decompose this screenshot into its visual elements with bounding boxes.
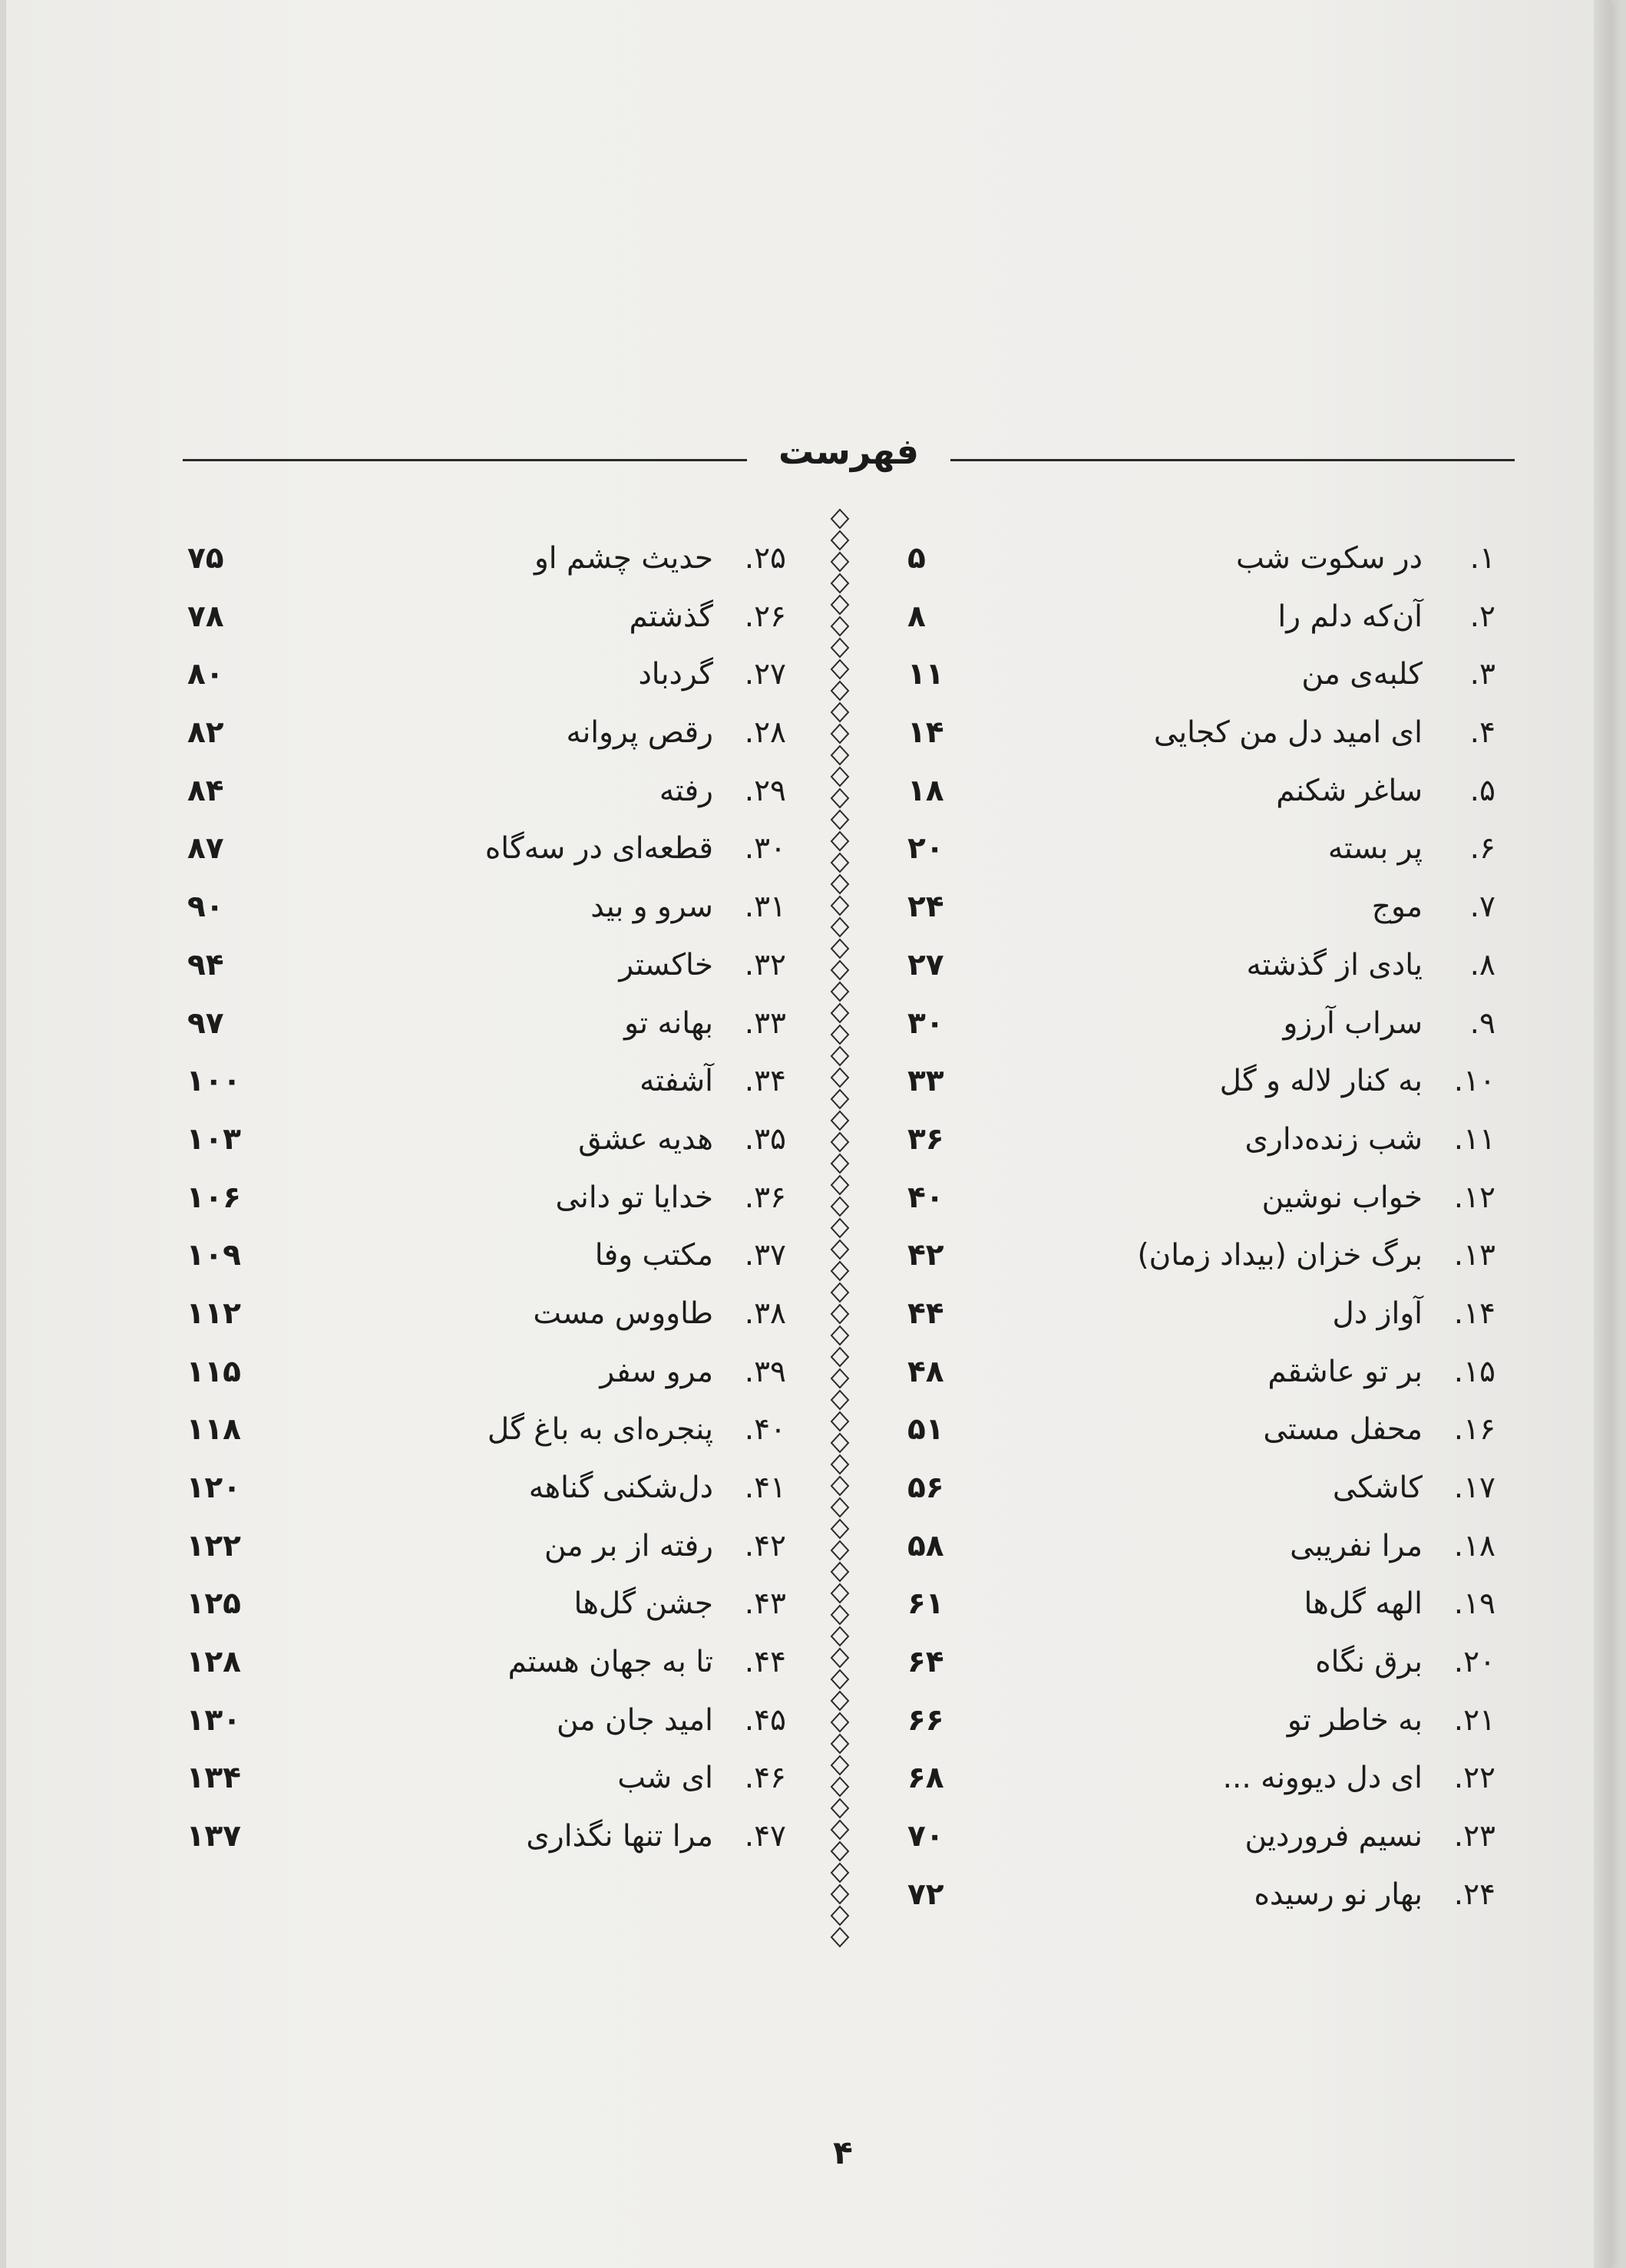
- entry-page-number: ۸۲: [187, 715, 224, 751]
- toc-entry: [187, 1052, 786, 1111]
- toc-entry: [187, 1633, 786, 1692]
- entry-title: آن‌که دلم را: [1277, 599, 1423, 634]
- entry-title: بهانه تو: [624, 1005, 713, 1041]
- toc-entry: [907, 1401, 1495, 1459]
- page-edge: [1594, 0, 1611, 2268]
- entry-title: گذشتم: [629, 599, 713, 634]
- toc-entry: [187, 1517, 786, 1576]
- toc-entry: [907, 1285, 1495, 1343]
- divider-diamond: [831, 1391, 848, 1409]
- entry-number: ۱۳.: [1453, 1238, 1495, 1273]
- entry-page-number: ۶۶: [907, 1702, 944, 1738]
- divider-diamond: [831, 1412, 848, 1431]
- entry-page-number: ۱۴: [907, 715, 944, 751]
- toc-entry: [907, 1052, 1495, 1111]
- entry-title: مرا تنها نگذاری: [526, 1819, 713, 1854]
- divider-diamond: [831, 596, 848, 614]
- entry-number: ۳۲.: [744, 947, 786, 982]
- entry-title: کاشکی: [1332, 1471, 1423, 1505]
- entry-page-number: ۸۷: [187, 831, 224, 867]
- entry-title: گردباد: [638, 657, 713, 692]
- entry-page-number: ۱۱: [907, 657, 944, 692]
- entry-page-number: ۵۱: [907, 1412, 944, 1448]
- entry-number: ۴۶.: [744, 1761, 786, 1796]
- entry-page-number: ۷۵: [187, 541, 224, 576]
- toc-entry: [187, 704, 786, 762]
- divider-diamond: [831, 768, 848, 786]
- toc-entry: [907, 1866, 1495, 1924]
- entry-number: ۴.: [1469, 715, 1495, 751]
- entry-number: ۳۰.: [744, 831, 786, 867]
- entry-page-number: ۱۲۰: [186, 1471, 241, 1505]
- toc-entry: [187, 1807, 786, 1866]
- divider-diamond: [831, 1348, 848, 1366]
- divider-diamond: [831, 1842, 848, 1860]
- divider-diamond: [831, 1219, 848, 1237]
- entry-number: ۶.: [1469, 831, 1495, 867]
- entry-page-number: ۱۰۶: [186, 1180, 241, 1215]
- entry-title: برق نگاه: [1315, 1645, 1423, 1680]
- entry-title: دل‌شکنی گناهه: [528, 1471, 713, 1505]
- entry-title: مرا نفریبی: [1290, 1528, 1423, 1563]
- header-rule-right: [950, 459, 1515, 461]
- divider-diamond: [831, 1498, 848, 1517]
- divider-diamond: [831, 1283, 848, 1302]
- entry-number: ۲۶.: [744, 599, 786, 634]
- entry-number: ۱۵.: [1453, 1354, 1495, 1389]
- entry-title: الهه گل‌ها: [1304, 1586, 1423, 1622]
- entry-page-number: ۱۳۴: [186, 1761, 241, 1796]
- entry-title: ای دل دیوونه ...: [1222, 1761, 1423, 1796]
- entry-title: موج: [1371, 890, 1423, 925]
- entry-number: ۵.: [1469, 773, 1495, 808]
- entry-title: تا به جهان هستم: [507, 1645, 713, 1680]
- entry-title: شب زنده‌داری: [1244, 1121, 1423, 1157]
- entry-number: ۱۲.: [1453, 1180, 1495, 1215]
- divider-diamond: [831, 1090, 848, 1108]
- entry-number: ۱۱.: [1453, 1121, 1495, 1157]
- entry-number: ۴۱.: [744, 1471, 786, 1505]
- toc-entry: [187, 936, 786, 995]
- divider-diamond: [831, 1885, 848, 1903]
- toc-header: [183, 421, 1515, 482]
- entry-page-number: ۱۱۵: [186, 1354, 241, 1389]
- toc-entry: [907, 588, 1495, 646]
- toc-entry: [907, 1517, 1495, 1576]
- entry-number: ۴۲.: [744, 1528, 786, 1563]
- entry-number: ۱۷.: [1453, 1471, 1495, 1505]
- toc-entry: [187, 1401, 786, 1459]
- toc-entry: [187, 645, 786, 704]
- toc-entry: [907, 645, 1495, 704]
- toc-entry: [907, 878, 1495, 936]
- entry-number: ۴۰.: [744, 1412, 786, 1448]
- divider-diamond: [831, 1520, 848, 1538]
- entry-page-number: ۹۰: [187, 890, 224, 925]
- divider-diamond: [831, 510, 848, 528]
- toc-entry: [907, 1343, 1495, 1401]
- entry-title: محفل مستی: [1263, 1412, 1423, 1448]
- entry-page-number: ۳۳: [907, 1064, 944, 1099]
- toc-column-left: [187, 530, 786, 1866]
- divider-diamond: [831, 1692, 848, 1710]
- entry-page-number: ۱۱۸: [186, 1412, 241, 1448]
- divider-diamond: [831, 1799, 848, 1817]
- entry-number: ۱.: [1469, 541, 1495, 576]
- divider-diamond: [831, 918, 848, 936]
- toc-entry: [187, 878, 786, 936]
- entry-number: ۱۰.: [1453, 1064, 1495, 1099]
- toc-entry: [907, 704, 1495, 762]
- divider-diamond: [831, 1778, 848, 1796]
- divider-diamond: [831, 853, 848, 872]
- divider-diamond: [831, 553, 848, 571]
- divider-diamond: [831, 982, 848, 1001]
- divider-diamond: [831, 1305, 848, 1323]
- entry-number: ۸.: [1469, 947, 1495, 982]
- entry-title: سرو و بید: [590, 890, 713, 925]
- divider-diamond: [831, 1434, 848, 1452]
- entry-title: هدیه عشق: [578, 1121, 713, 1157]
- entry-number: ۲۷.: [744, 657, 786, 692]
- entry-number: ۲۸.: [744, 715, 786, 751]
- entry-number: ۲۱.: [1453, 1702, 1495, 1738]
- entry-number: ۷.: [1469, 890, 1495, 925]
- divider-diamond: [831, 682, 848, 700]
- toc-entry: [187, 530, 786, 588]
- page-number: ۴: [833, 2134, 853, 2171]
- entry-number: ۳۱.: [744, 890, 786, 925]
- entry-number: ۲۳.: [1453, 1819, 1495, 1854]
- entry-page-number: ۶۸: [907, 1761, 944, 1796]
- divider-diamond: [831, 832, 848, 850]
- toc-entry: [907, 1633, 1495, 1692]
- entry-page-number: ۱۳۷: [186, 1819, 241, 1854]
- entry-number: ۲.: [1469, 599, 1495, 634]
- divider-diamond: [831, 1047, 848, 1065]
- toc-entry: [907, 1226, 1495, 1285]
- entry-title: سراب آرزو: [1283, 1005, 1423, 1041]
- toc-entry: [907, 1459, 1495, 1517]
- toc-entry: [187, 1459, 786, 1517]
- toc-entry: [187, 1226, 786, 1285]
- divider-diamond: [831, 810, 848, 829]
- toc-entry: [187, 1285, 786, 1343]
- divider-diamond: [831, 1111, 848, 1130]
- divider-diamond: [831, 703, 848, 721]
- divider-diamond: [831, 1068, 848, 1087]
- divider-diamond: [831, 1649, 848, 1667]
- toc-entry: [187, 1692, 786, 1750]
- divider-diamond: [831, 1176, 848, 1194]
- divider-diamond: [831, 531, 848, 550]
- entry-page-number: ۱۲۵: [186, 1586, 241, 1622]
- entry-page-number: ۸۴: [187, 773, 224, 808]
- entry-number: ۲۴.: [1453, 1877, 1495, 1912]
- divider-diamond: [831, 617, 848, 636]
- divider-diamond: [831, 1133, 848, 1151]
- divider-diamond: [831, 1563, 848, 1581]
- toc-column-right: [907, 530, 1495, 1924]
- entry-number: ۳.: [1469, 657, 1495, 692]
- divider-diamond: [831, 939, 848, 958]
- toc-entry: [187, 1749, 786, 1807]
- entry-title: پنجره‌ای به باغ گل: [487, 1412, 713, 1448]
- divider-diamond: [831, 639, 848, 657]
- toc-entry: [187, 820, 786, 878]
- divider-diamond: [831, 875, 848, 893]
- divider-diamond: [831, 896, 848, 915]
- divider-diamond: [831, 1756, 848, 1774]
- entry-number: ۳۶.: [744, 1180, 786, 1215]
- entry-page-number: ۱۸: [907, 773, 944, 808]
- entry-title: نسیم فروردین: [1244, 1819, 1423, 1854]
- divider-diamond: [831, 725, 848, 743]
- toc-entry: [907, 936, 1495, 995]
- entry-page-number: ۵۸: [907, 1528, 944, 1563]
- entry-page-number: ۱۰۳: [186, 1121, 241, 1157]
- entry-title: خواب نوشین: [1261, 1180, 1423, 1215]
- entry-page-number: ۶۴: [907, 1645, 944, 1680]
- entry-title: ای شب: [617, 1761, 713, 1796]
- entry-page-number: ۸۰: [187, 657, 224, 692]
- divider-diamond: [831, 1928, 848, 1946]
- entry-page-number: ۹۷: [187, 1005, 224, 1041]
- toc-entry: [187, 1343, 786, 1401]
- entry-number: ۴۷.: [744, 1819, 786, 1854]
- entry-page-number: ۵: [907, 541, 926, 576]
- entry-title: طاووس مست: [533, 1296, 713, 1331]
- entry-page-number: ۹۴: [187, 947, 224, 982]
- entry-page-number: ۱۳۰: [186, 1702, 241, 1738]
- entry-title: به کنار لاله و گل: [1219, 1064, 1423, 1099]
- divider-diamond: [831, 1735, 848, 1753]
- divider-diamond: [831, 961, 848, 979]
- entry-title: رفته از بر من: [544, 1528, 713, 1563]
- entry-page-number: ۴۰: [907, 1180, 944, 1215]
- entry-title: در سکوت شب: [1235, 541, 1423, 576]
- entry-title: برگ خزان (بیداد زمان): [1137, 1238, 1423, 1273]
- entry-title: رقص پروانه: [566, 715, 713, 751]
- entry-number: ۱۸.: [1453, 1528, 1495, 1563]
- entry-page-number: ۱۰۹: [186, 1238, 241, 1273]
- divider-diamond: [831, 1864, 848, 1882]
- divider-diamond: [831, 1455, 848, 1474]
- divider-diamond: [831, 789, 848, 807]
- entry-page-number: ۵۶: [907, 1471, 944, 1505]
- entry-number: ۲۲.: [1453, 1761, 1495, 1796]
- divider-diamond: [831, 1326, 848, 1345]
- entry-page-number: ۲۷: [907, 947, 944, 982]
- entry-number: ۳۵.: [744, 1121, 786, 1157]
- entry-number: ۴۴.: [744, 1645, 786, 1680]
- toc-entry: [187, 1111, 786, 1169]
- entry-number: ۳۴.: [744, 1064, 786, 1099]
- entry-page-number: ۷۸: [187, 599, 224, 634]
- entry-title: جشن گل‌ها: [573, 1586, 713, 1622]
- toc-entry: [907, 1807, 1495, 1866]
- entry-page-number: ۴۴: [907, 1296, 944, 1331]
- divider-diamond: [831, 1154, 848, 1173]
- divider-diamond: [831, 1713, 848, 1732]
- entry-page-number: ۲۰: [907, 831, 944, 867]
- divider-diamond: [831, 1262, 848, 1280]
- divider-diamond: [831, 574, 848, 593]
- toc-entry: [907, 1575, 1495, 1633]
- divider-diamond: [831, 1025, 848, 1044]
- entry-title: بهار نو رسیده: [1254, 1877, 1423, 1912]
- toc-entry: [907, 820, 1495, 878]
- toc-entry: [907, 1692, 1495, 1750]
- entry-page-number: ۱۱۲: [186, 1296, 241, 1331]
- divider-diamond: [831, 1627, 848, 1646]
- entry-title: یادی از گذشته: [1246, 947, 1423, 982]
- divider-diamond: [831, 746, 848, 764]
- divider-diamond: [831, 1907, 848, 1925]
- entry-page-number: ۱۲۸: [186, 1645, 241, 1680]
- divider-diamond: [831, 1240, 848, 1259]
- entry-title: آشفته: [639, 1064, 713, 1099]
- toc-entry: [187, 762, 786, 820]
- divider-diamond: [831, 1541, 848, 1560]
- entry-title: آواز دل: [1332, 1296, 1423, 1331]
- toc-entry: [907, 1169, 1495, 1227]
- entry-page-number: ۳۰: [907, 1005, 944, 1041]
- entry-number: ۳۸.: [744, 1296, 786, 1331]
- entry-number: ۱۴.: [1453, 1296, 1495, 1331]
- entry-page-number: ۴۸: [907, 1354, 944, 1389]
- entry-page-number: ۱۲۲: [186, 1528, 241, 1563]
- entry-title: مکتب وفا: [594, 1238, 713, 1273]
- entry-number: ۳۳.: [744, 1005, 786, 1041]
- entry-page-number: ۶۱: [907, 1586, 944, 1622]
- divider-diamond: [831, 1477, 848, 1495]
- entry-page-number: ۸: [907, 599, 926, 634]
- entry-number: ۳۷.: [744, 1238, 786, 1273]
- entry-title: ای امید دل من کجایی: [1153, 715, 1423, 751]
- entry-title: پر بسته: [1327, 831, 1423, 867]
- entry-page-number: ۱۰۰: [186, 1064, 241, 1099]
- toc-entry: [907, 1749, 1495, 1807]
- toc-entry: [187, 995, 786, 1053]
- toc-entry: [187, 1169, 786, 1227]
- entry-title: رفته: [659, 773, 713, 808]
- divider-diamond: [831, 1369, 848, 1388]
- page-title: فهرست: [778, 431, 920, 472]
- toc-entry: [907, 530, 1495, 588]
- entry-number: ۱۶.: [1453, 1412, 1495, 1448]
- divider-diamond: [831, 1197, 848, 1216]
- divider-diamond: [831, 1004, 848, 1022]
- divider-diamond: [831, 1821, 848, 1839]
- entry-title: خدایا تو دانی: [555, 1180, 713, 1215]
- entry-title: قطعه‌ای در سه‌گاه: [484, 831, 713, 867]
- divider-diamond: [831, 1584, 848, 1603]
- divider-diamond: [831, 1670, 848, 1689]
- toc-entry: [187, 1575, 786, 1633]
- toc-entry: [907, 1111, 1495, 1169]
- entry-page-number: ۲۴: [907, 890, 944, 925]
- header-rule-left: [183, 459, 747, 461]
- entry-page-number: ۷۲: [907, 1877, 944, 1912]
- entry-page-number: ۷۰: [907, 1819, 944, 1854]
- entry-title: بر تو عاشقم: [1267, 1354, 1423, 1389]
- toc-entry: [907, 995, 1495, 1053]
- entry-title: مرو سفر: [600, 1354, 713, 1389]
- entry-number: ۱۹.: [1453, 1586, 1495, 1622]
- entry-page-number: ۴۲: [907, 1238, 944, 1273]
- divider-diamond: [831, 1606, 848, 1624]
- entry-number: ۴۳.: [744, 1586, 786, 1622]
- entry-title: امید جان من: [557, 1702, 713, 1738]
- entry-number: ۲۵.: [744, 541, 786, 576]
- entry-number: ۲۰.: [1453, 1645, 1495, 1680]
- diamond-chain-divider: [829, 508, 851, 1951]
- entry-number: ۲۹.: [744, 773, 786, 808]
- entry-title: ساغر شکنم: [1276, 773, 1423, 808]
- entry-number: ۳۹.: [744, 1354, 786, 1389]
- entry-number: ۹.: [1469, 1005, 1495, 1041]
- entry-number: ۴۵.: [744, 1702, 786, 1738]
- entry-title: کلبه‌ی من: [1301, 657, 1423, 692]
- divider-diamond: [831, 660, 848, 678]
- entry-title: به خاطر تو: [1287, 1702, 1423, 1738]
- toc-entry: [187, 588, 786, 646]
- page-sheet: [6, 0, 1611, 2268]
- entry-page-number: ۳۶: [907, 1121, 944, 1157]
- toc-entry: [907, 762, 1495, 820]
- entry-title: خاکستر: [619, 947, 713, 982]
- entry-title: حدیث چشم او: [534, 541, 713, 576]
